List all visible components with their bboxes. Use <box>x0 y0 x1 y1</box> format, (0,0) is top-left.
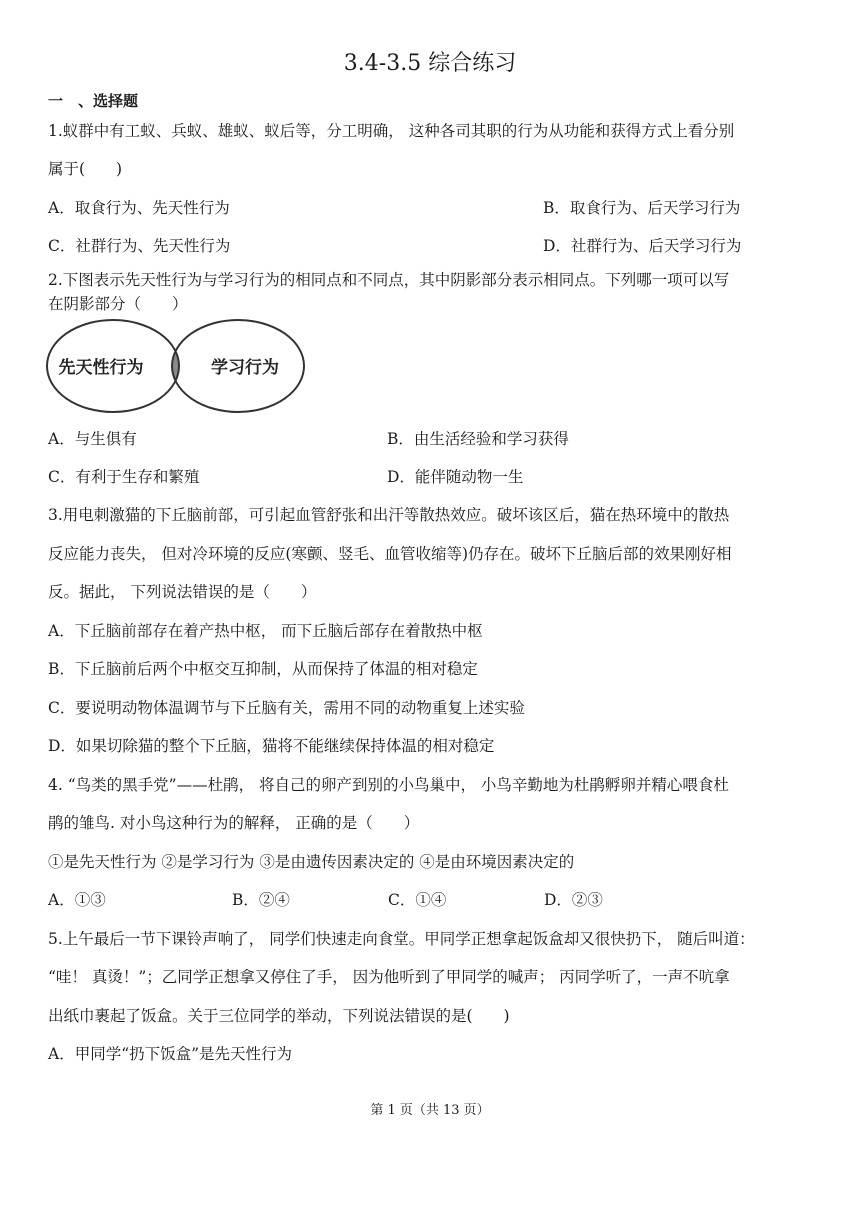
q3-option-b: B．下丘脑前后两个中枢交互抑制，从而保持了体温的相对稳定 <box>48 660 478 678</box>
q4-option-c: C．①④ <box>388 891 447 909</box>
q1-stem-line-1: 1.蚁群中有工蚁、兵蚁、雄蚁、蚁后等，分工明确， 这种各司其职的行为从功能和获得方式上看分别 <box>48 122 735 140</box>
q2-option-d: D．能伴随动物一生 <box>387 468 524 486</box>
q3-stem-line-1: 3.用电刺激猫的下丘脑前部，可引起血管舒张和出汗等散热效应。破坏该区后，猫在热环境中的散热 <box>48 506 730 524</box>
q1-option-a: A．取食行为、先天性行为 <box>48 199 230 217</box>
q1-stem-line-2: 属于( ) <box>48 160 123 178</box>
q4-option-a: A．①③ <box>48 891 106 909</box>
q2-option-c: C．有利于生存和繁殖 <box>48 468 200 486</box>
q1-option-b: B．取食行为、后天学习行为 <box>543 199 741 217</box>
page-title: 3.4-3.5 综合练习 <box>343 51 517 76</box>
q3-stem-line-2: 反应能力丧失， 但对冷环境的反应(寒颤、竖毛、血管收缩等)仍存在。破坏下丘脑后部的效果刚好相 <box>48 545 732 563</box>
section-heading: 一 、选择题 <box>48 92 139 110</box>
q3-option-d: D．如果切除猫的整个下丘脑，猫将不能继续保持体温的相对稳定 <box>48 737 495 755</box>
venn-right-label: 学习行为 <box>211 358 279 378</box>
q5-stem-line-3: 出纸巾裹起了饭盒。关于三位同学的举动，下列说法错误的是( ) <box>48 1007 510 1025</box>
q1-option-d: D．社群行为、后天学习行为 <box>543 237 742 255</box>
q4-stem-line-2: 鹃的雏鸟. 对小鸟这种行为的解释， 正确的是（ ） <box>48 814 420 832</box>
q4-statements: ①是先天性行为 ②是学习行为 ③是由遗传因素决定的 ④是由环境因素决定的 <box>48 853 575 871</box>
q4-stem-line-1: 4. “鸟类的黑手党”——杜鹃， 将自己的卵产到别的小鸟巢中， 小鸟辛勤地为杜鹃孵卵并精心喂食杜 <box>48 776 729 794</box>
venn-diagram <box>45 316 307 416</box>
venn-left-label: 先天性行为 <box>58 358 144 378</box>
q2-stem-line-2: 在阴影部分（ ） <box>48 295 188 313</box>
q2-stem-line-1: 2.下图表示先天性行为与学习行为的相同点和不同点，其中阴影部分表示相同点。下列哪一项可以写 <box>48 271 730 289</box>
q5-option-a: A．甲同学“扔下饭盒”是先天性行为 <box>48 1045 293 1063</box>
page-footer: 第 1 页（共 13 页） <box>370 1103 490 1118</box>
q5-stem-line-1: 5.上午最后一节下课铃声响了， 同学们快速走向食堂。甲同学正想拿起饭盒却又很快扔下， 随后叫道： <box>48 930 755 948</box>
q4-option-b: B．②④ <box>232 891 290 909</box>
q2-option-a: A．与生俱有 <box>48 430 137 448</box>
q5-stem-line-2: “哇！ 真烫！”；乙同学正想拿又停住了手， 因为他听到了甲同学的喊声； 丙同学听了，一声不吭拿 <box>48 968 730 986</box>
q4-option-d: D．②③ <box>544 891 603 909</box>
q2-option-b: B．由生活经验和学习获得 <box>387 430 569 448</box>
q3-option-c: C．要说明动物体温调节与下丘脑有关，需用不同的动物重复上述实验 <box>48 699 525 717</box>
q1-option-c: C．社群行为、先天性行为 <box>48 237 231 255</box>
q3-option-a: A．下丘脑前部存在着产热中枢， 而下丘脑后部存在着散热中枢 <box>48 622 483 640</box>
q3-stem-line-3: 反。据此， 下列说法错误的是（ ） <box>48 583 317 601</box>
